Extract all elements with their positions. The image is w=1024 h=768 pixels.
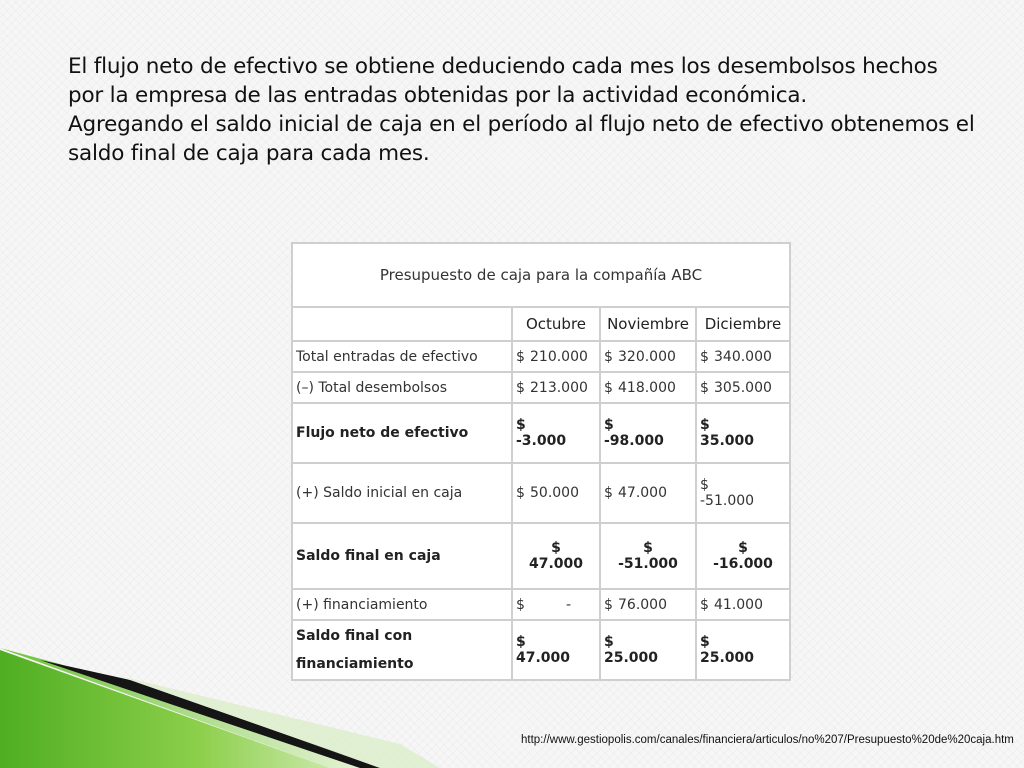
- row-label: (+) Saldo inicial en caja: [292, 463, 512, 523]
- cell-value: 25.000: [700, 650, 755, 666]
- currency-symbol: $: [700, 596, 709, 613]
- currency-symbol: $: [604, 348, 613, 365]
- row-label: Flujo neto de efectivo: [292, 403, 512, 463]
- row-label: (+) financiamiento: [292, 589, 512, 620]
- cell-value: 76.000: [618, 596, 667, 613]
- cell-value: 305.000: [714, 379, 772, 396]
- cell-value: 47.000: [618, 485, 667, 501]
- table-row: [292, 341, 790, 372]
- currency-symbol: $: [700, 417, 710, 433]
- cell-value: 213.000: [530, 379, 588, 396]
- currency-symbol: $: [604, 379, 613, 396]
- source-url: http://www.gestiopolis.com/canales/financiera/articulos/no%207/Presupuesto%20de%20caja.htm: [521, 734, 1014, 746]
- currency-symbol: $: [738, 540, 748, 556]
- row-label: Saldo final con financiamiento: [292, 620, 512, 680]
- currency-symbol: $: [516, 634, 526, 650]
- table-title: Presupuesto de caja para la compañía ABC: [292, 243, 790, 307]
- cell-value: -3.000: [516, 433, 567, 449]
- cell-value: -51.000: [700, 493, 755, 509]
- paragraph-1: El flujo neto de efectivo se obtiene deduciendo cada mes los desembolsos hechos por la empresa de las entradas obtenidas por la actividad económica.: [68, 54, 938, 108]
- table-row: [292, 589, 790, 620]
- cell-value: -51.000: [618, 556, 678, 572]
- currency-symbol: $: [516, 379, 525, 396]
- table-row: [292, 372, 790, 403]
- cell-value: 210.000: [530, 348, 588, 365]
- currency-symbol: $: [604, 596, 613, 613]
- cell-value: 47.000: [516, 650, 571, 666]
- currency-symbol: $: [604, 417, 614, 433]
- currency-symbol: $: [516, 596, 525, 613]
- cell-value: 47.000: [528, 556, 584, 572]
- table-row: [292, 463, 790, 523]
- currency-symbol: $: [643, 540, 653, 556]
- header-diciembre: Diciembre: [696, 307, 790, 341]
- currency-symbol: $: [604, 485, 613, 501]
- intro-text: [68, 52, 978, 168]
- table-row: [292, 620, 790, 680]
- cell-value: -16.000: [713, 556, 773, 572]
- row-label: (–) Total desembolsos: [292, 372, 512, 403]
- currency-symbol: $: [700, 379, 709, 396]
- table-row: [292, 403, 790, 463]
- currency-symbol: $: [700, 348, 709, 365]
- cell-value: 50.000: [530, 485, 579, 501]
- cell-value: -98.000: [604, 433, 664, 449]
- cell-value: 418.000: [618, 379, 676, 396]
- paragraph-2: Agregando el saldo inicial de caja en el período al flujo neto de efectivo obtenemos el saldo final de caja para cada mes.: [68, 112, 975, 166]
- cell-value: 320.000: [618, 348, 676, 365]
- header-empty: [292, 307, 512, 341]
- cell-value: 41.000: [714, 596, 763, 613]
- currency-symbol: $: [516, 348, 525, 365]
- cell-value: 35.000: [700, 433, 755, 449]
- cell-value: 340.000: [714, 348, 772, 365]
- row-label: Saldo final en caja: [292, 523, 512, 589]
- table-row: [292, 523, 790, 589]
- currency-symbol: $: [604, 634, 614, 650]
- currency-symbol: $: [516, 417, 526, 433]
- currency-symbol: $: [516, 485, 525, 501]
- currency-symbol: $: [700, 634, 710, 650]
- header-octubre: Octubre: [512, 307, 600, 341]
- currency-symbol: $: [551, 540, 561, 556]
- cell-value: 25.000: [604, 650, 659, 666]
- header-noviembre: Noviembre: [600, 307, 696, 341]
- cash-budget-table: [291, 242, 791, 681]
- currency-symbol: $: [700, 477, 709, 493]
- cell-value: -: [566, 596, 572, 613]
- row-label: Total entradas de efectivo: [292, 341, 512, 372]
